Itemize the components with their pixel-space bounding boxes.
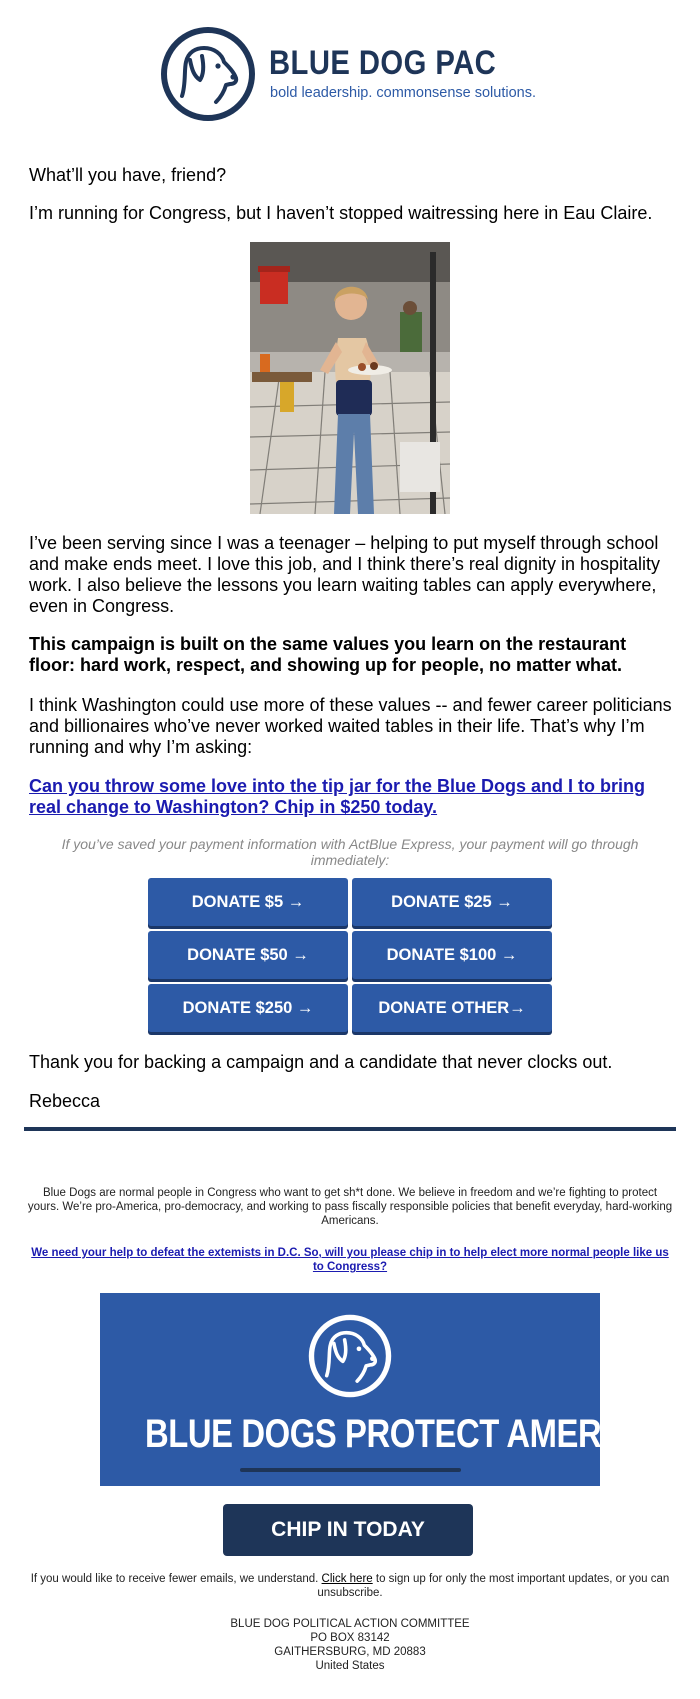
fewer-emails-notice [26, 1572, 674, 1600]
donate-other-button[interactable]: DONATE OTHER→ [352, 984, 552, 1032]
address-line: GAITHERSBURG, MD 20883 [274, 1646, 426, 1658]
banner-dog-logo-icon [307, 1313, 393, 1399]
address-line: PO BOX 83142 [310, 1632, 390, 1644]
donate-250-button[interactable]: DONATE $250 → [148, 984, 348, 1032]
dog-logo-icon [160, 26, 256, 122]
banner-headline: BLUE DOGS PROTECT AMERICA. [145, 1412, 666, 1456]
actblue-express-note: If you’ve saved your payment information with ActBlue Express, your payment will go through immediately: [61, 836, 639, 868]
mailing-address [0, 1617, 700, 1673]
signature: Rebecca [29, 1091, 101, 1111]
values-paragraph: This campaign is built on the same values you learn on the restaurant floor: hard work, respect, and showing up for people, no matter what. [29, 634, 627, 675]
donate-50-button[interactable]: DONATE $50 → [148, 931, 348, 979]
help-chip-in-link[interactable]: We need your help to defeat the extemists in D.C. So, will you please chip in to help elect more normal people like us to Congress? [31, 1247, 669, 1273]
brand-tagline: bold leadership. commonsense solutions. [270, 85, 536, 101]
header-logo[interactable] [160, 24, 560, 124]
fewer-emails-pre: If you would like to receive fewer emails, we understand. [30, 1573, 322, 1585]
protect-america-banner[interactable] [100, 1293, 666, 1486]
washington-paragraph: I think Washington could use more of these values -- and fewer career politicians and billionaires who’ve never worked waited tables in their life. That’s why I’m running and why I’m asking: [29, 695, 672, 757]
about-blue-dogs: Blue Dogs are normal people in Congress who want to get sh*t done. We believe in freedom and we’re fighting to protect yours. We’re pro-America, pro-democracy, and working to pass fiscally responsible policies that benefit everyday, hard-working Americans. [27, 1187, 673, 1227]
banner-underline [240, 1468, 461, 1472]
chip-in-link[interactable]: Can you throw some love into the tip jar for the Blue Dogs and I to bring real change to Washington? Chip in $250 today. [29, 776, 646, 817]
donate-5-button[interactable]: DONATE $5 → [148, 878, 348, 926]
greeting: What’ll you have, friend? [29, 165, 227, 185]
intro-paragraph: I’m running for Congress, but I haven’t stopped waitressing here in Eau Claire. [29, 203, 653, 223]
chip-in-today-button[interactable]: CHIP IN TODAY [223, 1504, 473, 1556]
candidate-photo [250, 242, 450, 514]
click-here-link[interactable]: Click here [321, 1573, 373, 1585]
footer-divider [24, 1127, 676, 1131]
story-paragraph: I’ve been serving since I was a teenager – helping to put myself through school and make ends meet. I love this job, and I think there’s real dignity in hospitality work. I also believe the lessons you learn waiting tables can apply everywhere, even in Congress. [29, 533, 661, 616]
donate-25-button[interactable]: DONATE $25 → [352, 878, 552, 926]
fewer-emails-post: to sign up for only the most important updates, or you can unsubscribe. [317, 1573, 670, 1599]
thanks-paragraph: Thank you for backing a campaign and a candidate that never clocks out. [29, 1052, 613, 1072]
address-line: United States [315, 1660, 385, 1672]
donate-100-button[interactable]: DONATE $100 → [352, 931, 552, 979]
brand-name: BLUE DOG PAC [269, 44, 497, 82]
address-line: BLUE DOG POLITICAL ACTION COMMITTEE [230, 1618, 470, 1630]
